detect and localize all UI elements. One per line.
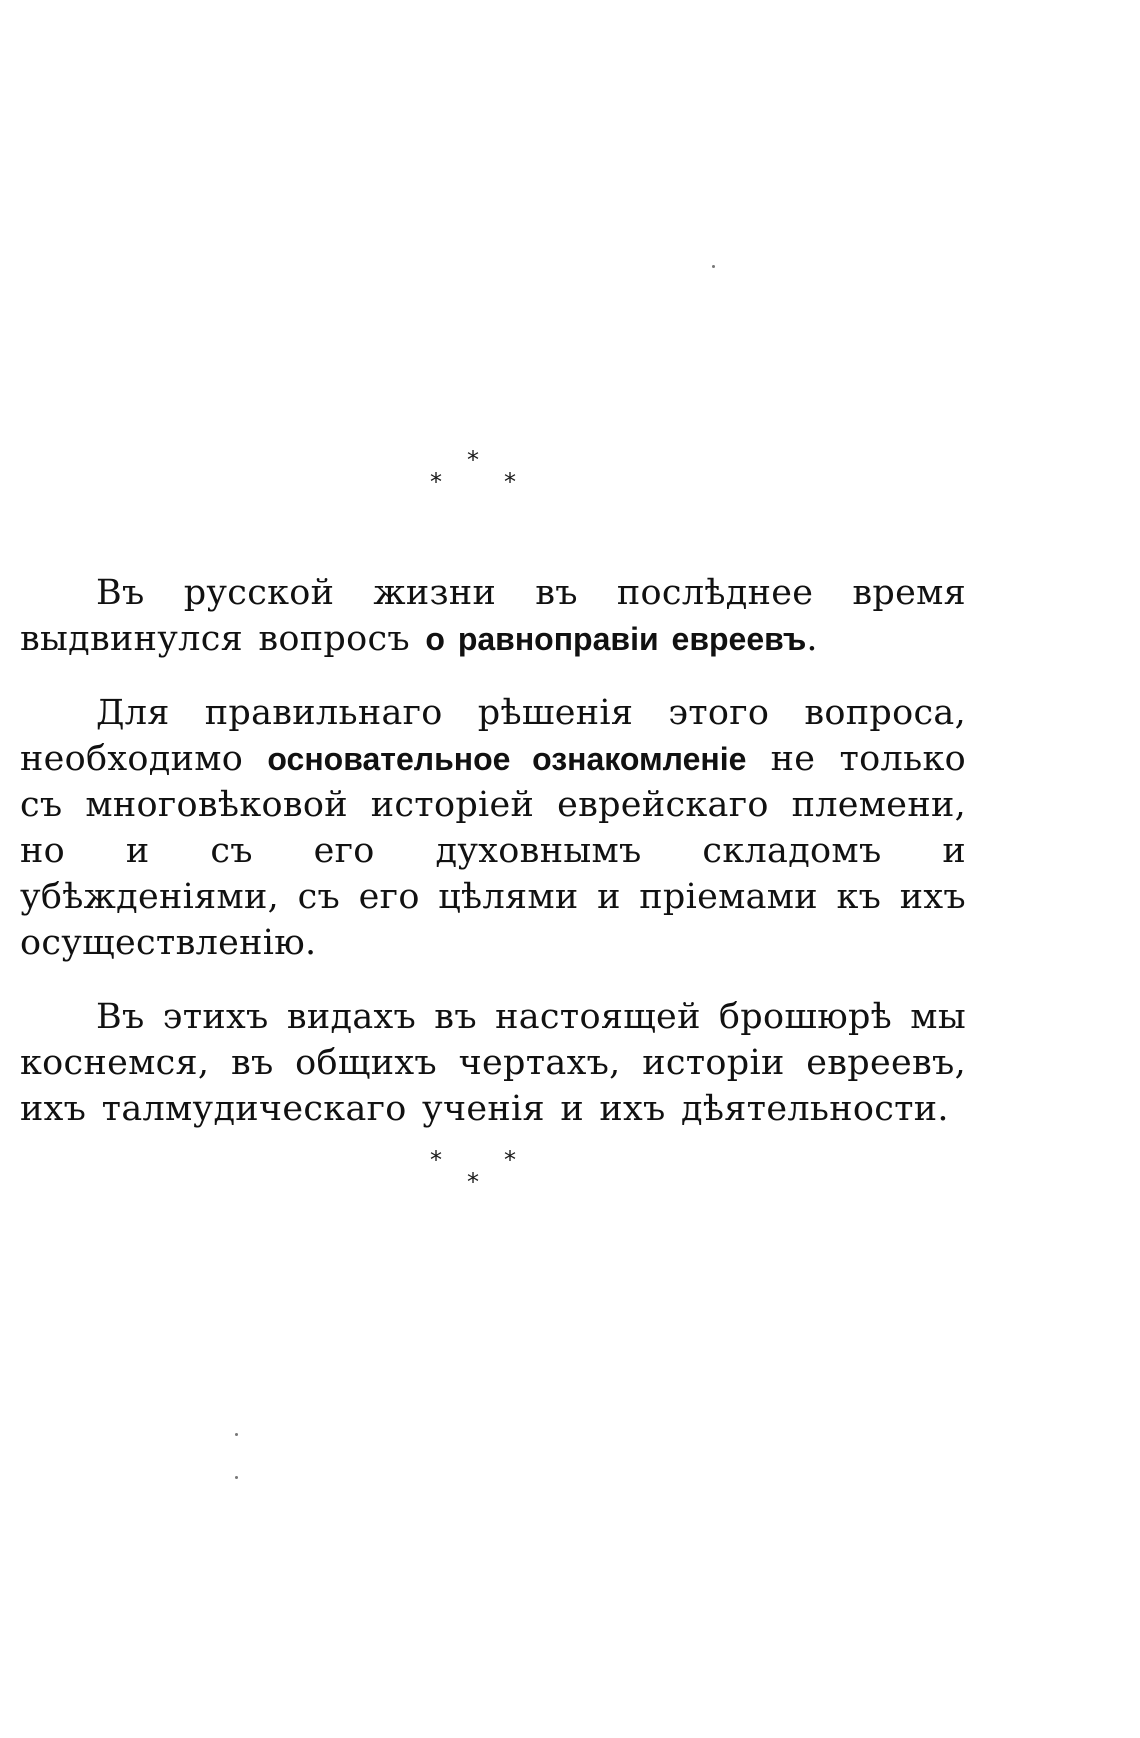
text-run: . (806, 619, 818, 659)
paragraph-3 (20, 994, 966, 1132)
text-run: Въ русской жизни въ послѣднее время выдвинулся вопросъ (20, 573, 966, 659)
asterism-ornament-bottom (430, 1148, 550, 1218)
paragraph-1 (20, 570, 966, 662)
asterisk-icon: * (467, 1168, 479, 1196)
scan-speck (712, 265, 715, 268)
body-text (20, 570, 966, 1160)
asterisk-icon: * (430, 1146, 442, 1174)
scan-speck (235, 1433, 238, 1436)
scan-speck (235, 1476, 238, 1479)
text-run: не только съ многовѣковой исторіей еврейскаго племени, но и съ его духовнымъ складомъ и убѣжденіями, съ его цѣлями и пріемами къ ихъ осуществленію. (20, 739, 966, 963)
paragraph-2 (20, 690, 966, 966)
text-run: Для правильнаго рѣшенія этого вопроса, необходимо (20, 693, 966, 779)
asterism-ornament-top (430, 448, 550, 518)
asterisk-icon: * (504, 468, 516, 496)
asterisk-icon: * (467, 446, 479, 474)
emphasized-text: основательное ознакомленіе (267, 741, 747, 777)
asterisk-icon: * (504, 1146, 516, 1174)
text-run: Въ этихъ видахъ въ настоящей брошюрѣ мы коснемся, въ общихъ чертахъ, исторіи евреевъ, ихъ талмудическаго ученія и ихъ дѣятельности. (20, 997, 966, 1129)
asterisk-icon: * (430, 468, 442, 496)
emphasized-text: о равноправіи евреевъ (425, 621, 807, 657)
